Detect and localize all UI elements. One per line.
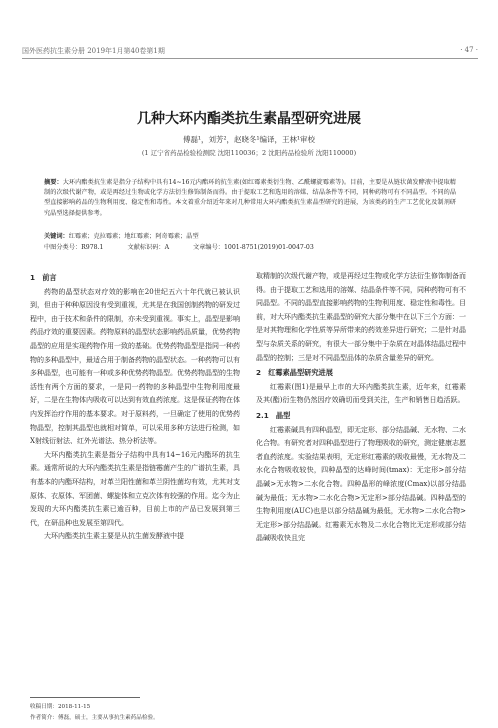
paragraph-intro-2: 大环内酯类抗生素是指分子结构中具有14~16元内酯环的抗生素。通常所说的大环内酯类抗生素是指链霉菌产生的广谱抗生素，具有基本的内酯环结构，对革兰阳性菌和革兰阴性菌均有效，尤其对支原体、衣原体、军团菌、螺旋体和立克次体有较强的作用。迄今为止发现的大环内酯类抗生素已逾百种，目前上市的产品已发展到第三代，在研品种也发展至第四代。 — [30, 450, 240, 527]
document-code: 文献标识码：A — [127, 244, 170, 251]
left-column — [30, 270, 240, 544]
paragraph-intro-1: 药物的晶型状态对疗效的影响在20世纪五六十年代就已被认识到，但由于种种原因没有受到重视，尤其是在我国创制药物的研发过程中，由于技术和条件的限制，亦未受到重视。事实上，晶型是影响药品疗效的重要因素。药物原料的晶型状态影响药品质量，优势药物晶型的应用是实现药物作用一致的基础。优势药物晶型是指同一种药物的多种晶型中，最适合用于制备药物的晶型状态。一种药物可以有多种晶型，也可能有一种或多种优势药物晶型。优势药物晶型的生物活性有两个方面的要求，一是同一药物的多种晶型中生物利用度最好，二是在生物体内吸收可以达到有效血药浓度。这是保证药物在体内发挥治疗作用的基本要求。对于原料药，一旦确定了使用的优势药物晶型，控制其晶型也就相对简单，可以采用多种方法进行检测，如X射线衍射法、红外光谱法、热分析法等。 — [30, 287, 240, 446]
section-heading-erythromycin: 2 红霉素晶型研究进展 — [256, 368, 333, 378]
article-number: 文章编号：1001-8751(2019)01-0047-03 — [193, 244, 314, 251]
journal-info: 国外医药抗生素分册 2019年1月第40卷第1期 — [22, 47, 165, 55]
article-title: 几种大环内酯类抗生素晶型研究进展 — [137, 111, 361, 127]
subsection-heading-crystal-form: 2.1 晶型 — [256, 410, 291, 420]
running-header — [22, 46, 478, 56]
footnote-received: 收稿日期：2018-11-15 — [30, 704, 91, 710]
affiliation-line: (1 辽宁省药品检验检测院 沈阳110036；2 沈阳药品检验所 沈阳110000) — [141, 149, 357, 157]
paragraph-erythromycin-1: 红霉素(图1)是最早上市的大环内酯类抗生素，近年来，红霉素及其(酯)衍生物仍然因疗效确切而受到关注，生产和销售日趋活跃。 — [256, 382, 466, 405]
classification-line — [44, 242, 456, 251]
abstract-text: 大环内酯类抗生素是指分子结构中具有14~16元内酯环的抗生素(如红霉素类衍生物、乙酰螺旋霉素等)。目前，主要是从链状菌发酵液中提取精制的次级代谢产物，或是再经过生物或化学方法衍生修饰制备而得。由于提取工艺和选用的溶媒、结晶条件等不同，同种药物可有不同晶型。不同的晶型直接影响药品的生物利用度、稳定性和毒性。本文着重介绍近年来对几种常用大环内酯类抗生素晶型研究的进展，为该类药的生产工艺优化及制剂研究晶型选择提供参考。 — [44, 179, 456, 217]
footnote-author: 作者简介：傅磊，硕士，主要从事抗生素药品检验。 — [30, 715, 159, 721]
abstract-label: 摘要： — [44, 179, 63, 186]
paragraph-crystal-form: 红霉素碱具有四种晶型，即无定形、部分结晶碱、无水物、二水化合物。有研究者对四种晶型进行了物理吸收的研究，测定健康志愿者血药浓度。实验结果表明，无定形红霉素的吸收最慢，无水物及二水化合物吸收较快，四种晶型的达峰时间(tmax)：无定形>部分结晶碱>无水物>二水化合物。四种晶形的峰浓度(Cmax)以部分结晶碱为最低；无水物>二水化合物>无定形>部分结晶碱。四种晶型的生物利用度(AUC)也是以部分结晶碱为最低，无水物>二水化合物>无定形>部分结晶碱。红霉素无水物及二水化合物比无定形或部分结晶碱吸收快且完 — [256, 425, 466, 543]
keywords-text: 红霉素；克拉霉素；地红霉素；阿奇霉素；晶型 — [68, 233, 199, 240]
section-heading-intro: 1 前言 — [30, 273, 57, 282]
clc-number: 中图分类号：R978.1 — [44, 244, 104, 251]
abstract — [44, 178, 456, 219]
author-line: 傅磊¹，刘芳²，赵晓冬¹编译，王林¹审校 — [182, 135, 316, 144]
keywords-label: 关键词： — [44, 233, 69, 240]
header-divider — [22, 58, 478, 59]
page-number: · 47 · — [460, 46, 478, 54]
footnote-divider — [30, 697, 140, 698]
right-column — [256, 270, 466, 546]
paragraph-intro-3-start: 大环内酯类抗生素主要是从抗生菌发酵液中提 — [44, 532, 184, 541]
paragraph-intro-3-cont: 取精制的次级代谢产物，或是再经过生物或化学方法衍生修饰制备而得。由于提取工艺和选用的溶媒、结晶条件等不同，同种药物可有不同晶型。不同的晶型直接影响药物的生物利用度、稳定性和毒性。目前，对大环内酯类抗生素晶型的研究大部分集中在以下三个方面：一是对其物理和化学性质等异所带来的药效差异进行研究；二是针对晶型与杂质关系的研究，有很大一部分集中于杂质在对晶体结晶过程中晶型的控制；三是对不同晶型品体的杂质含量差异的研究。 — [256, 272, 466, 362]
keywords — [44, 231, 456, 240]
